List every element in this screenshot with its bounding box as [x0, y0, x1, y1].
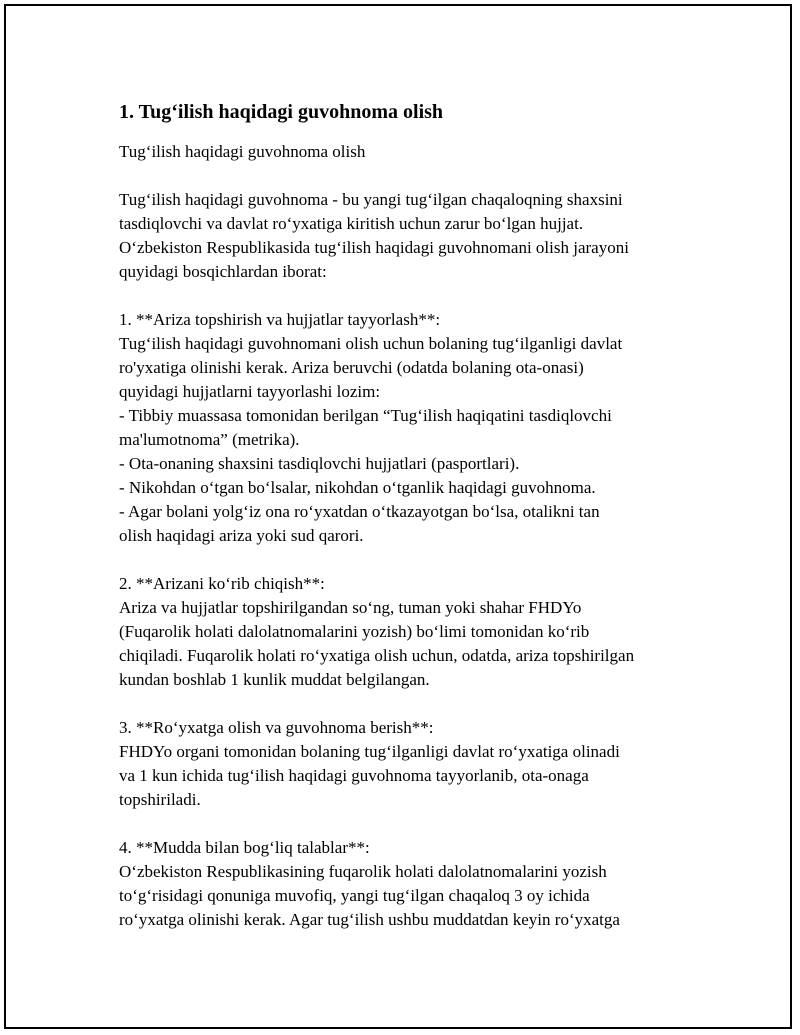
- document-subtitle: Tug‘ilish haqidagi guvohnoma olish: [119, 142, 366, 161]
- text-line: quyidagi hujjatlarni tayyorlashi lozim:: [119, 382, 381, 401]
- text-line: FHDYo organi tomonidan bolaning tug‘ilganligi davlat ro‘yxatiga olinadi: [119, 742, 620, 761]
- section-1: [119, 308, 699, 548]
- text-line: ma'lumotnoma” (metrika).: [119, 430, 300, 449]
- intro-paragraph: [119, 188, 699, 284]
- list-item: - Tibbiy muassasa tomonidan berilgan “Tug‘ilish haqiqatini tasdiqlovchi: [119, 406, 612, 425]
- document-title: 1. Tug‘ilish haqidagi guvohnoma olish: [119, 101, 444, 123]
- list-item: - Ota-onaning shaxsini tasdiqlovchi hujjatlari (pasportlari).: [119, 454, 520, 473]
- text-line: olish haqidagi ariza yoki sud qarori.: [119, 526, 364, 545]
- text-line: chiqiladi. Fuqarolik holati ro‘yxatiga olish uchun, odatda, ariza topshirilgan: [119, 646, 635, 665]
- text-line: tasdiqlovchi va davlat ro‘yxatiga kiritish uchun zarur bo‘lgan hujjat.: [119, 214, 584, 233]
- section-2: [119, 572, 699, 692]
- document-body: [119, 98, 699, 956]
- page-frame: [4, 4, 792, 1029]
- text-line: to‘g‘risidagi qonuniga muvofiq, yangi tug‘ilgan chaqaloq 3 oy ichida: [119, 886, 590, 905]
- text-line: ro‘yxatga olinishi kerak. Agar tug‘ilish ushbu muddatdan keyin ro‘yxatga: [119, 910, 620, 929]
- section-heading: 4. **Mudda bilan bog‘liq talablar**:: [119, 838, 370, 857]
- section-heading: 2. **Arizani ko‘rib chiqish**:: [119, 574, 325, 593]
- text-line: quyidagi bosqichlardan iborat:: [119, 262, 327, 281]
- section-heading: 1. **Ariza topshirish va hujjatlar tayyorlash**:: [119, 310, 441, 329]
- text-line: Tug‘ilish haqidagi guvohnoma - bu yangi tug‘ilgan chaqaloqning shaxsini: [119, 190, 623, 209]
- section-4: [119, 836, 699, 932]
- list-item: - Nikohdan o‘tgan bo‘lsalar, nikohdan o‘tganlik haqidagi guvohnoma.: [119, 478, 596, 497]
- text-line: O‘zbekiston Respublikasining fuqarolik holati dalolatnomalarini yozish: [119, 862, 607, 881]
- text-line: O‘zbekiston Respublikasida tug‘ilish haqidagi guvohnomani olish jarayoni: [119, 238, 629, 257]
- text-line: topshiriladi.: [119, 790, 201, 809]
- text-line: va 1 kun ichida tug‘ilish haqidagi guvohnoma tayyorlanib, ota-onaga: [119, 766, 589, 785]
- list-item: - Agar bolani yolg‘iz ona ro‘yxatdan o‘tkazayotgan bo‘lsa, otalikni tan: [119, 502, 600, 521]
- section-heading: 3. **Ro‘yxatga olish va guvohnoma berish**:: [119, 718, 434, 737]
- text-line: (Fuqarolik holati dalolatnomalarini yozish) bo‘limi tomonidan ko‘rib: [119, 622, 590, 641]
- text-line: kundan boshlab 1 kunlik muddat belgilangan.: [119, 670, 430, 689]
- text-line: ro'yxatiga olinishi kerak. Ariza beruvchi (odatda bolaning ota-onasi): [119, 358, 584, 377]
- text-line: Ariza va hujjatlar topshirilgandan so‘ng, tuman yoki shahar FHDYo: [119, 598, 582, 617]
- section-3: [119, 716, 699, 812]
- text-line: Tug‘ilish haqidagi guvohnomani olish uchun bolaning tug‘ilganligi davlat: [119, 334, 623, 353]
